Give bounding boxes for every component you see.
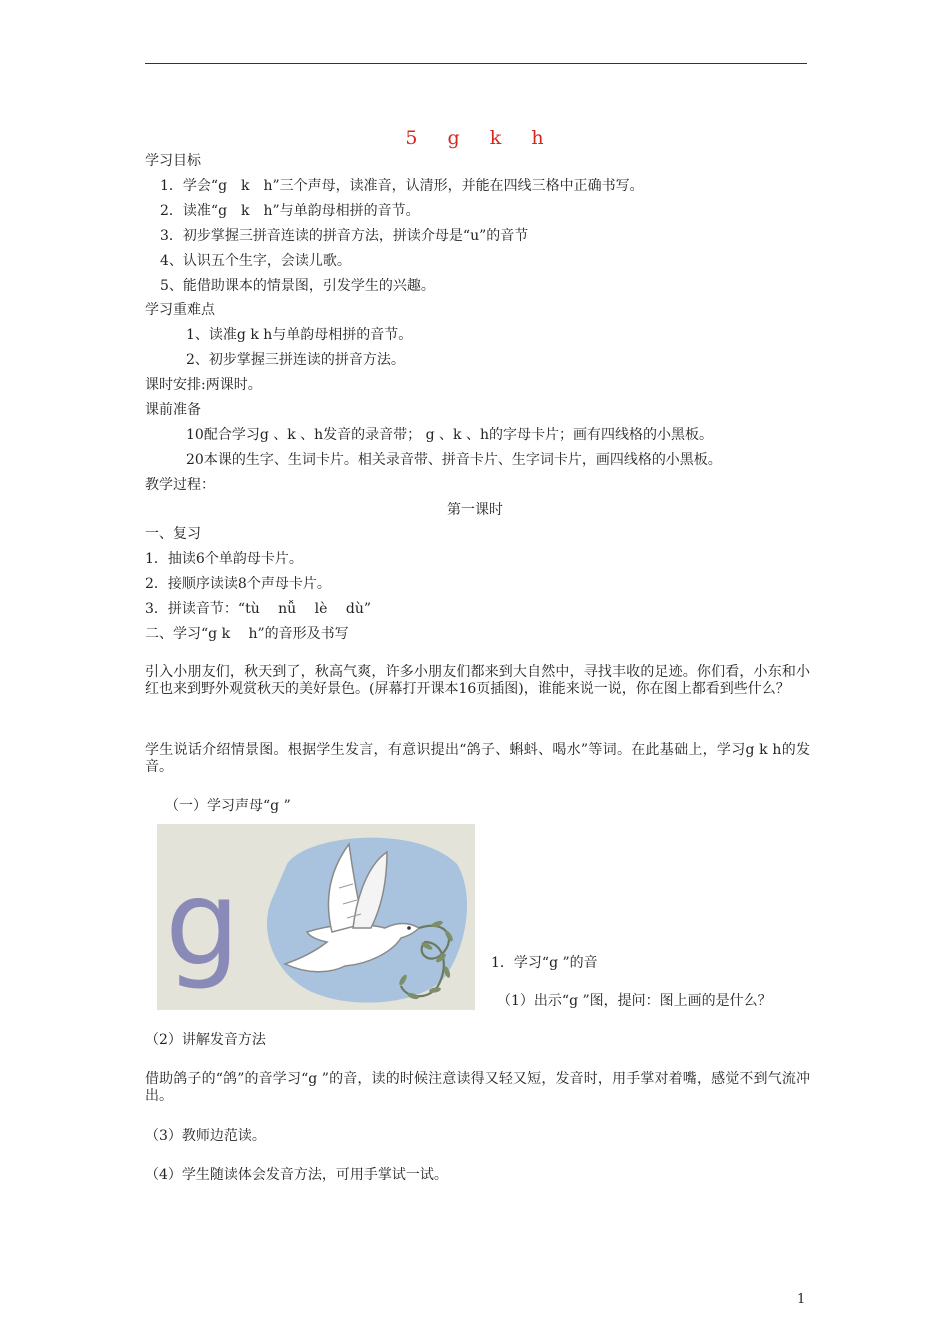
sub-g-heading: （一）学习声母“g ” bbox=[165, 798, 291, 814]
title-letter-k: k bbox=[489, 127, 503, 149]
lesson-number: 5 bbox=[405, 127, 419, 149]
show-picture: （1）出示“g ”图，提问：图上画的是什么？ bbox=[497, 993, 772, 1009]
section-2-heading: 二、学习“g k h”的音形及书写 bbox=[145, 626, 349, 642]
students-follow: （4）学生随读体会发音方法，可用手掌试一试。 bbox=[145, 1167, 448, 1183]
goals-heading: 学习目标 bbox=[145, 153, 201, 169]
goal-4: 4、认识五个生字，会读儿歌。 bbox=[160, 253, 351, 269]
goal-3: 3．初步掌握三拼音连读的拼音方法，拼读介母是“u”的音节 bbox=[160, 228, 529, 244]
lesson-title bbox=[0, 127, 950, 149]
keypoint-1: 1、读准g k h与单韵母相拼的音节。 bbox=[186, 327, 413, 343]
review-heading: 一、复习 bbox=[145, 526, 201, 542]
prep-1: 10配合学习g 、k 、h发音的录音带； g 、k 、h的字母卡片；画有四线格的小黑板。 bbox=[186, 427, 713, 443]
page-number: 1 bbox=[797, 1292, 806, 1307]
schedule: 课时安排:两课时。 bbox=[145, 377, 262, 393]
pigeon-letter-g-illustration bbox=[157, 824, 475, 1010]
header-rule bbox=[145, 63, 807, 64]
keypoints-heading: 学习重难点 bbox=[145, 302, 215, 318]
intro-paragraph: 引入小朋友们，秋天到了，秋高气爽，许多小朋友们都来到大自然中，寻找丰收的足迹。你们看，小东和小红也来到野外观赏秋天的美好景色。(屏幕打开课本16页插图)，谁能来说一说，你在图上都看到些什么？ bbox=[145, 664, 810, 697]
pigeon-paragraph: 借助鸽子的“鸽”的音学习“g ”的音，读的时候注意读得又轻又短，发音时，用手掌对着嘴，感觉不到气流冲出。 bbox=[145, 1071, 810, 1104]
process-heading: 教学过程： bbox=[145, 477, 215, 493]
lesson-one-heading: 第一课时 bbox=[447, 502, 503, 518]
review-2: 2．接顺序读读8个声母卡片。 bbox=[145, 576, 331, 592]
goal-1: 1．学会“g k h”三个声母，读准音，认清形，并能在四线三格中正确书写。 bbox=[160, 178, 644, 194]
goal-2: 2．读准“g k h”与单韵母相拼的音节。 bbox=[160, 203, 420, 219]
review-3: 3．拼读音节：“tù nǚ lè dù” bbox=[145, 601, 371, 617]
review-1: 1．抽读6个单韵母卡片。 bbox=[145, 551, 303, 567]
keypoint-2: 2、初步掌握三拼连读的拼音方法。 bbox=[186, 352, 405, 368]
learn-g-sound: 1．学习“g ”的音 bbox=[491, 955, 598, 971]
explain-method: （2）讲解发音方法 bbox=[145, 1032, 266, 1048]
student-paragraph: 学生说话介绍情景图。根据学生发言，有意识提出“鸽子、蝌蚪、喝水”等词。在此基础上，学习g k h的发音。 bbox=[145, 742, 810, 775]
teacher-demo: （3）教师边范读。 bbox=[145, 1128, 266, 1144]
prep-heading: 课前准备 bbox=[145, 402, 201, 418]
prep-2: 20本课的生字、生词卡片。相关录音带、拼音卡片、生字词卡片，画四线格的小黑板。 bbox=[186, 452, 722, 468]
title-letter-h: h bbox=[531, 127, 545, 149]
goal-5: 5、能借助课本的情景图，引发学生的兴趣。 bbox=[160, 278, 435, 294]
title-letter-g: g bbox=[447, 127, 461, 149]
large-letter-g: g bbox=[165, 854, 240, 992]
